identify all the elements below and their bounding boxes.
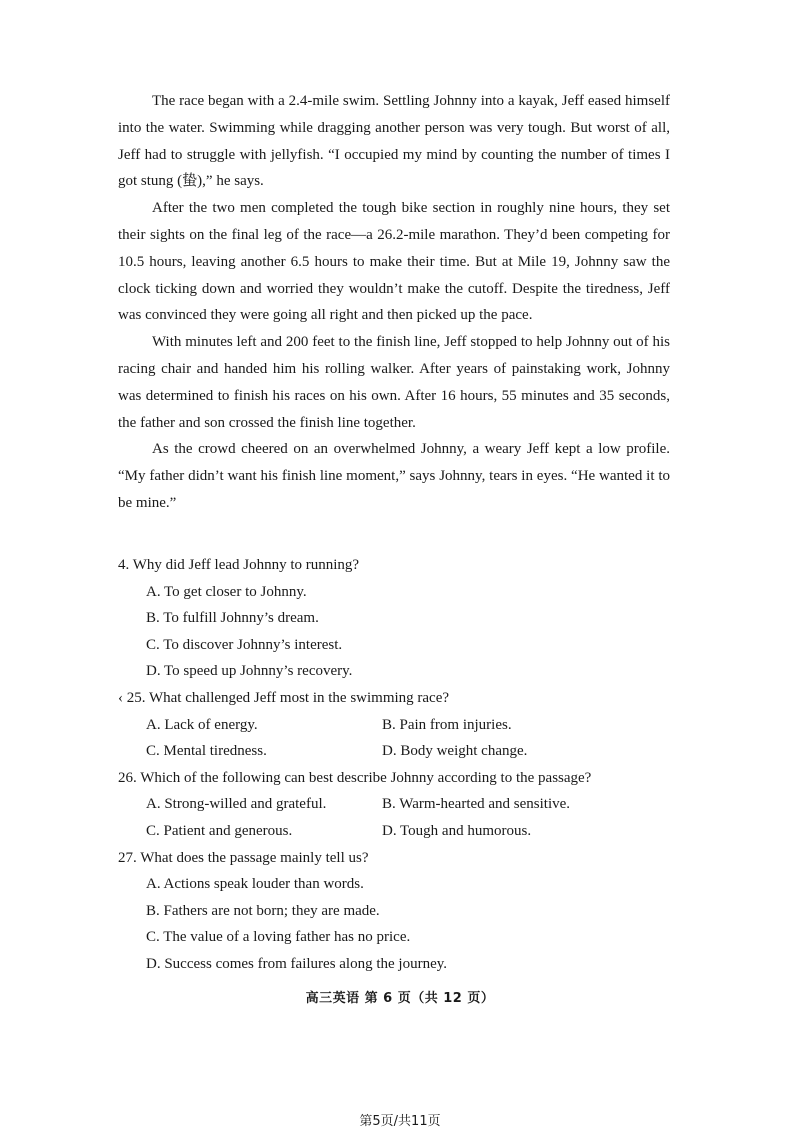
passage-paragraph: After the two men completed the tough bike section in roughly nine hours, they set their sights on the final leg of the race—a 26.2-mile marathon. They’d been competing for 10.5 hours, leaving another 6.5 hours to make their time. But at Mile 19, Johnny saw the clock ticking down and worried they wouldn’t make the cutoff. Despite the tiredness, Jeff was convinced they were going all right and then picked up the pace. bbox=[118, 200, 670, 324]
question-number: 4. bbox=[118, 557, 130, 573]
option-c: C. The value of a loving father has no price. bbox=[146, 929, 411, 946]
option-b: B. Warm-hearted and sensitive. bbox=[382, 796, 571, 813]
option-d: D. To speed up Johnny’s recovery. bbox=[146, 663, 353, 680]
question-stem bbox=[118, 685, 678, 712]
question-stem bbox=[118, 845, 678, 872]
question-text: What does the passage mainly tell us? bbox=[140, 849, 369, 866]
option-d: D. Body weight change. bbox=[382, 743, 528, 760]
option-c: C. Mental tiredness. bbox=[146, 743, 267, 760]
passage-paragraph: With minutes left and 200 feet to the finish line, Jeff stopped to help Johnny out of his racing chair and handed him his rolling walker. After years of painstaking work, Johnny was determined to finish his races on his own. After 16 hours, 55 minutes and 35 seconds, the father and son crossed the finish line together. bbox=[118, 334, 670, 431]
exam-page-footer: 高三英语 第 6 页（共 12 页） bbox=[305, 991, 495, 1006]
reading-passage bbox=[118, 88, 670, 517]
question-stem bbox=[118, 552, 678, 579]
question-number: ‹ 25. bbox=[118, 689, 146, 706]
question-27 bbox=[118, 845, 678, 978]
question-24 bbox=[118, 552, 678, 685]
option-b: B. To fulfill Johnny’s dream. bbox=[146, 610, 319, 627]
passage-paragraph: The race began with a 2.4-mile swim. Settling Johnny into a kayak, Jeff eased himself into the water. Swimming while dragging another person was very tough. But worst of all, Jeff had to struggle with jellyfish. “I occupied my mind by counting the number of times I got stung (蛰),” he says. bbox=[118, 93, 670, 190]
option-row bbox=[118, 791, 678, 818]
option-a: A. To get closer to Johnny. bbox=[146, 583, 307, 600]
option-b: B. Pain from injuries. bbox=[382, 716, 512, 733]
question-text: What challenged Jeff most in the swimming race? bbox=[148, 689, 450, 706]
option-c: C. To discover Johnny’s interest. bbox=[146, 636, 343, 653]
option-d: D. Success comes from failures along the journey. bbox=[146, 955, 448, 972]
option-d: D. Tough and humorous. bbox=[382, 822, 532, 839]
question-stem bbox=[118, 765, 678, 792]
question-list bbox=[118, 552, 678, 978]
passage-paragraph: As the crowd cheered on an overwhelmed Johnny, a weary Jeff kept a low profile. “My father didn’t want his finish line moment,” says Johnny, tears in eyes. “He wanted it to be mine.” bbox=[118, 441, 670, 511]
question-25 bbox=[118, 685, 678, 765]
option-a: A. Actions speak louder than words. bbox=[146, 876, 364, 893]
question-number: 26. bbox=[118, 769, 137, 786]
option-row bbox=[118, 818, 678, 845]
file-page-indicator: 第5页/共11页 bbox=[359, 1114, 441, 1129]
option-c: C. Patient and generous. bbox=[146, 822, 293, 839]
option-row bbox=[118, 712, 678, 739]
question-26 bbox=[118, 765, 678, 845]
question-text: Why did Jeff lead Johnny to running? bbox=[132, 557, 360, 573]
option-a: A. Lack of energy. bbox=[146, 716, 258, 733]
option-b: B. Fathers are not born; they are made. bbox=[146, 902, 380, 919]
question-number: 27. bbox=[118, 849, 137, 866]
option-a: A. Strong-willed and grateful. bbox=[146, 796, 327, 813]
option-row bbox=[118, 738, 678, 765]
question-text: Which of the following can best describe Johnny according to the passage? bbox=[140, 769, 592, 786]
